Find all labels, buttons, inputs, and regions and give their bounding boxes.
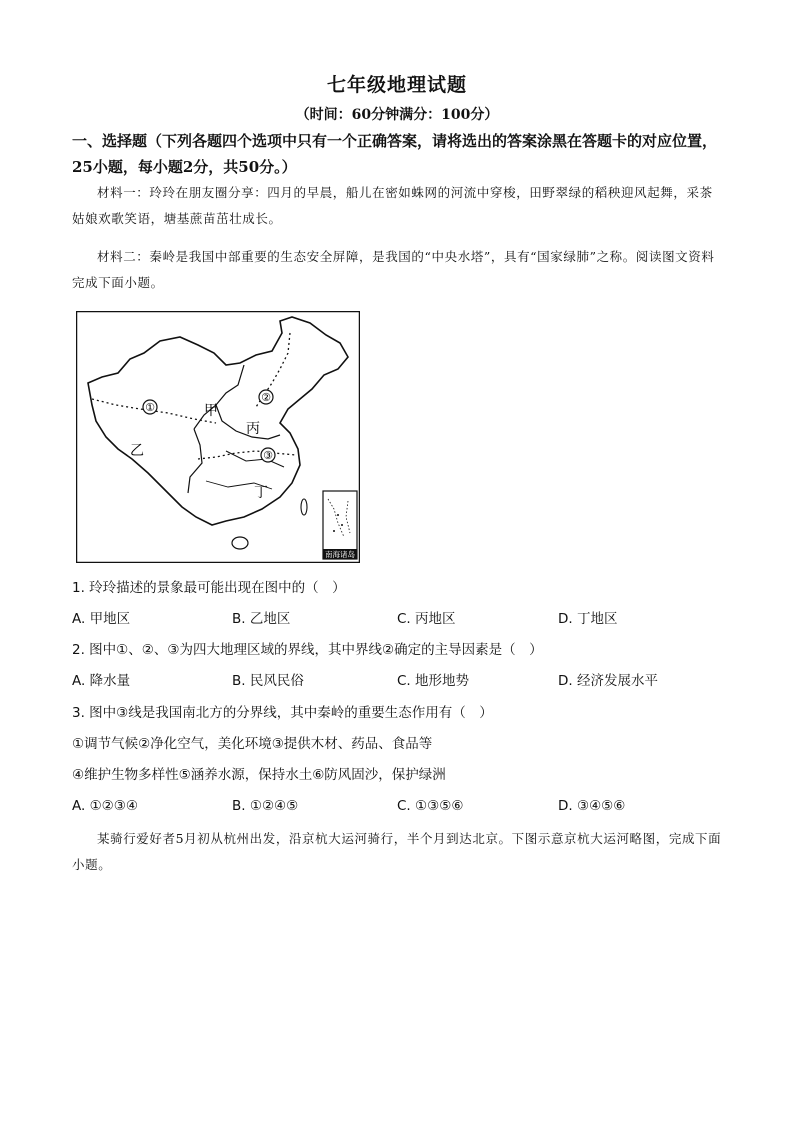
page-title: 七年级地理试题 — [326, 74, 467, 96]
q1-option-d[interactable]: D. 丁地区 — [558, 611, 618, 627]
q2-option-d[interactable]: D. 经济发展水平 — [558, 673, 658, 689]
marker-line-3: ③ — [263, 449, 273, 462]
q2-option-c[interactable]: C. 地形地势 — [397, 673, 470, 689]
q1-option-c[interactable]: C. 丙地区 — [397, 611, 456, 627]
inset-box — [323, 491, 357, 559]
material-two: 材料二：秦岭是我国中部重要的生态安全屏障，是我国的“中央水塔”，具有“国家绿肺”之称。阅读图文资料完成下面小题。 — [72, 249, 715, 290]
question-3-statements-1: ①调节气候②净化空气，美化环境③提供木材、药品、食品等 — [72, 736, 433, 752]
q1-option-a[interactable]: A. 甲地区 — [72, 611, 131, 627]
q3-option-c[interactable]: C. ①③⑤⑥ — [397, 798, 464, 814]
question-3-statements-2: ④维护生物多样性⑤涵养水源，保持水土⑥防风固沙，保护绿洲 — [72, 767, 446, 783]
q3-option-b[interactable]: B. ①②④⑤ — [232, 798, 299, 814]
exam-info: （时间：60分钟满分：100分） — [295, 107, 499, 123]
label-ding: 丁 — [254, 485, 268, 501]
q1-option-b[interactable]: B. 乙地区 — [232, 611, 291, 627]
q2-option-b[interactable]: B. 民风民俗 — [232, 673, 304, 689]
question-3-stem: 3. 图中③线是我国南北方的分界线，其中秦岭的重要生态作用有（ ） — [72, 705, 493, 721]
question-1-stem: 1. 玲玲描述的景象最可能出现在图中的（ ） — [72, 580, 346, 596]
label-bing: 丙 — [246, 421, 260, 437]
section-heading: 一、选择题（下列各题四个选项中只有一个正确答案，请将选出的答案涂黑在答题卡的对应位置，25小题，每小题2分，共50分。） — [72, 132, 718, 176]
material-one: 材料一：玲玲在朋友圈分享：四月的早晨，船儿在密如蛛网的河流中穿梭，田野翠绿的稻秧迎风起舞，采茶姑娘欢歌笑语，塘基蔗苗茁壮成长。 — [72, 185, 713, 226]
inset-label: 南海诸岛 — [325, 550, 355, 559]
label-jia: 甲 — [204, 403, 218, 419]
question-2-stem: 2. 图中①、②、③为四大地理区域的界线，其中界线②确定的主导因素是（ ） — [72, 642, 543, 658]
q3-option-a[interactable]: A. ①②③④ — [72, 798, 138, 814]
closing-material: 某骑行爱好者5月初从杭州出发，沿京杭大运河骑行，半个月到达北京。下图示意京杭大运河略图，完成下面小题。 — [72, 831, 722, 872]
china-map-figure — [76, 311, 360, 563]
china-map-svg — [76, 311, 360, 563]
marker-line-1: ① — [145, 401, 155, 414]
marker-line-2: ② — [261, 391, 271, 404]
q2-option-a[interactable]: A. 降水量 — [72, 673, 131, 689]
q3-option-d[interactable]: D. ③④⑤⑥ — [558, 798, 626, 814]
label-yi: 乙 — [130, 443, 144, 459]
